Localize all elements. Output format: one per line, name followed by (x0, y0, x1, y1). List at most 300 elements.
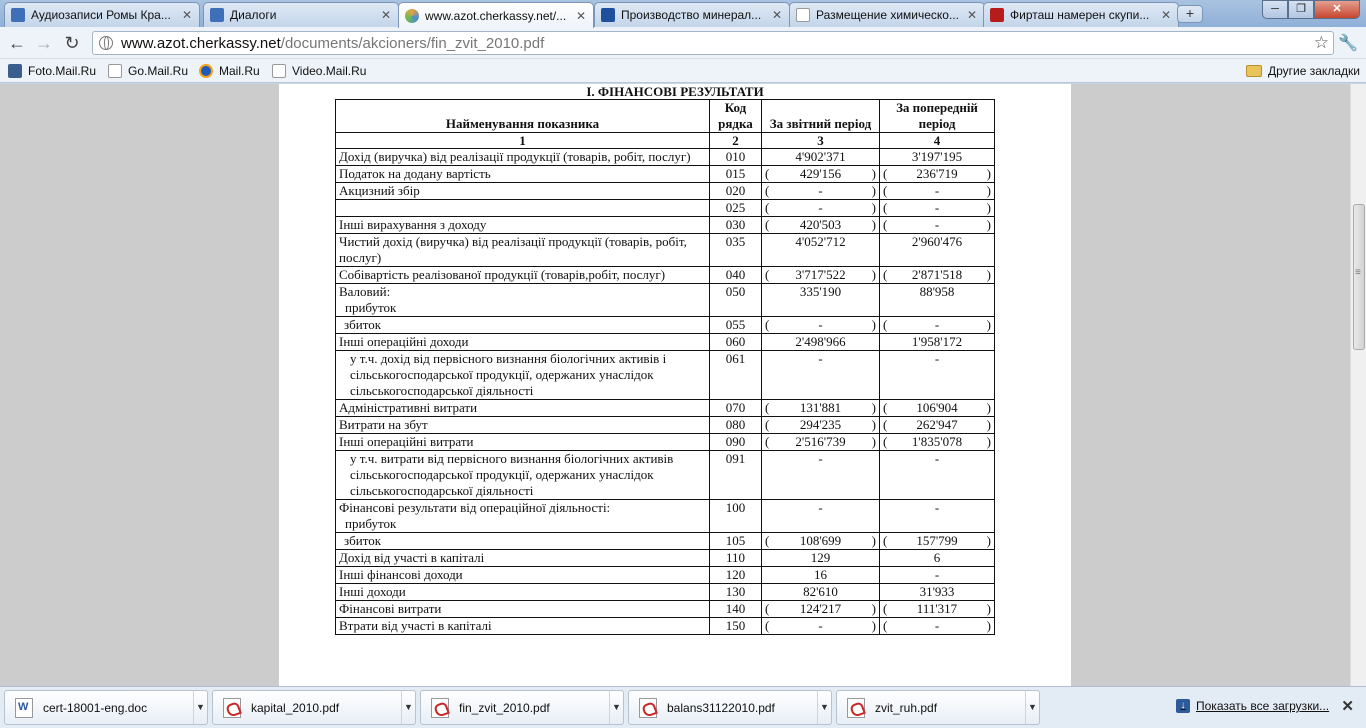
cell-value: - (818, 317, 823, 332)
open-paren: ( (883, 601, 888, 616)
download-filename: kapital_2010.pdf (251, 700, 340, 715)
other-bookmarks[interactable] (1246, 62, 1360, 80)
browser-tab[interactable] (594, 2, 790, 27)
new-tab-button[interactable]: + (1177, 5, 1203, 23)
table-row (336, 417, 995, 434)
row-code: 120 (710, 567, 762, 584)
row-code: 105 (710, 533, 762, 550)
row-code: 020 (710, 183, 762, 200)
cell-value: - (934, 183, 940, 198)
open-paren: ( (883, 400, 888, 415)
table-row (336, 149, 995, 166)
table-row (336, 234, 995, 267)
previous-period-value (880, 149, 995, 166)
browser-tab[interactable] (983, 2, 1179, 27)
globe-icon (99, 36, 113, 50)
cell-value: - (934, 500, 940, 515)
row-name-text: Інші операційні доходи (339, 334, 469, 349)
previous-period-value (880, 334, 995, 351)
open-paren: ( (883, 166, 888, 181)
row-code: 080 (710, 417, 762, 434)
chevron-down-icon[interactable]: ▼ (609, 691, 623, 724)
cell-value: 2'871'518 (911, 267, 963, 282)
row-code: 035 (710, 234, 762, 267)
close-paren: ) (871, 317, 876, 332)
row-code: 091 (710, 451, 762, 500)
address-bar[interactable] (92, 31, 1334, 55)
open-paren: ( (765, 417, 770, 432)
close-paren: ) (986, 618, 991, 633)
play-icon (11, 8, 25, 22)
column-number: 1 (336, 133, 710, 149)
tab-close-icon[interactable]: ✕ (380, 8, 392, 22)
cell-value: - (934, 351, 940, 366)
close-paren: ) (986, 317, 991, 332)
previous-period-value (880, 317, 995, 334)
close-paren: ) (871, 618, 876, 633)
bookmarks-bar (0, 59, 1366, 83)
current-period-value (762, 618, 880, 635)
close-paren: ) (871, 400, 876, 415)
row-code: 140 (710, 601, 762, 618)
cell-value: 429'156 (799, 166, 842, 181)
row-name (336, 334, 710, 351)
open-paren: ( (883, 434, 888, 449)
open-paren: ( (883, 200, 888, 215)
download-item[interactable] (420, 690, 624, 725)
close-paren: ) (986, 533, 991, 548)
chevron-down-icon[interactable]: ▼ (401, 691, 415, 724)
download-filename: cert-18001-eng.doc (43, 700, 148, 715)
cell-value: 157'799 (916, 533, 958, 548)
row-name (336, 234, 710, 267)
bookmark-label: Mail.Ru (219, 64, 260, 78)
row-name (336, 284, 710, 317)
row-code: 050 (710, 284, 762, 317)
chevron-down-icon[interactable]: ▼ (817, 691, 831, 724)
page-icon (108, 64, 122, 78)
url-path: /documents/akcioners/fin_zvit_2010.pdf (280, 34, 545, 52)
chevron-down-icon[interactable]: ▼ (1025, 691, 1039, 724)
bookmark-star-icon[interactable]: ☆ (1313, 33, 1329, 52)
bookmark-foto-mail[interactable] (8, 62, 96, 80)
close-paren: ) (871, 200, 876, 215)
open-paren: ( (883, 417, 888, 432)
current-period-value (762, 351, 880, 400)
window-close-button[interactable]: ✕ (1314, 0, 1360, 19)
cell-value: 131'881 (799, 400, 842, 415)
bookmark-video-mail[interactable] (272, 62, 366, 80)
open-paren: ( (883, 317, 888, 332)
open-paren: ( (765, 183, 770, 198)
close-paren: ) (871, 533, 876, 548)
current-period-value (762, 417, 880, 434)
close-paren: ) (871, 267, 876, 282)
row-name-text: Собівартість реалізованої продукції (товарів,робіт, послуг) (339, 267, 666, 282)
download-item[interactable] (212, 690, 416, 725)
current-period-value (762, 267, 880, 284)
table-row (336, 451, 995, 500)
previous-period-value (880, 584, 995, 601)
tab-strip (0, 0, 1366, 27)
close-paren: ) (986, 601, 991, 616)
download-item[interactable] (836, 690, 1040, 725)
vertical-scrollbar[interactable] (1350, 84, 1366, 686)
column-header-code: Код рядка (710, 100, 762, 133)
current-period-value (762, 451, 880, 500)
row-name-text: Витрати на збут (339, 417, 428, 432)
row-code: 061 (710, 351, 762, 400)
url-host: www.azot.cherkassy.net (121, 34, 281, 52)
tab-title: Размещение химическо... (816, 8, 959, 22)
ukr-site-icon (601, 8, 615, 22)
current-period-value (762, 149, 880, 166)
row-code: 070 (710, 400, 762, 417)
cell-value: - (818, 451, 823, 466)
tab-title: www.azot.cherkassy.net/... (425, 8, 567, 23)
cell-value: - (934, 451, 940, 466)
row-name-text: Інші доходи (339, 584, 406, 599)
reload-button[interactable]: ↻ (64, 33, 80, 53)
row-name-text: Адміністративні витрати (339, 400, 478, 415)
open-paren: ( (883, 183, 888, 198)
cell-value: 106'904 (916, 400, 958, 415)
row-name (336, 351, 710, 400)
row-name-text: у т.ч. дохід від первісного визнання біологічних активів і сільськогосподарської продукції, одержаних унаслідок сільськогосподарської діяльності (350, 351, 667, 398)
table-row (336, 567, 995, 584)
current-period-value (762, 500, 880, 533)
cell-value: 3'717'522 (795, 267, 846, 282)
cell-value: 108'699 (799, 533, 842, 548)
maximize-button[interactable]: ❐ (1288, 0, 1314, 19)
browser-tab[interactable] (789, 2, 985, 27)
row-name (336, 567, 710, 584)
table-row (336, 351, 995, 400)
row-name-text: у т.ч. витрати від первісного визнання біологічних активів сільськогосподарської продукції, одержаних унаслідок сільськогосподарської діяльності (350, 451, 674, 498)
back-button[interactable]: ← (8, 33, 26, 53)
row-name (336, 417, 710, 434)
row-name-text: Валовий: (339, 284, 391, 299)
column-number: 3 (762, 133, 880, 149)
table-row (336, 533, 995, 550)
tab-title: Фирташ намерен скупи... (1010, 8, 1150, 22)
pdf-file-icon (639, 698, 657, 718)
current-period-value (762, 200, 880, 217)
previous-period-value (880, 166, 995, 183)
previous-period-value (880, 200, 995, 217)
row-sub-label: прибуток (345, 300, 397, 315)
cell-value: 2'498'966 (795, 334, 846, 349)
download-filename: zvit_ruh.pdf (875, 700, 938, 715)
row-name-text: Фінансові витрати (339, 601, 442, 616)
close-paren: ) (986, 417, 991, 432)
close-paren: ) (871, 417, 876, 432)
row-name (336, 183, 710, 200)
row-name-text: Акцизний збір (339, 183, 420, 198)
open-paren: ( (765, 618, 770, 633)
cell-value: 236'719 (916, 166, 958, 181)
table-row (336, 550, 995, 567)
download-item[interactable] (4, 690, 208, 725)
page-icon (796, 8, 810, 22)
pdf-file-icon (431, 698, 449, 718)
wrench-icon[interactable]: 🔧 (1338, 35, 1358, 52)
current-period-value (762, 584, 880, 601)
open-paren: ( (765, 200, 770, 215)
row-name (336, 451, 710, 500)
forward-button[interactable]: → (35, 33, 53, 53)
previous-period-value (880, 451, 995, 500)
cell-value: 16 (814, 567, 827, 582)
previous-period-value (880, 550, 995, 567)
table-row (336, 601, 995, 618)
pdf-file-icon (847, 698, 865, 718)
row-name (336, 166, 710, 183)
row-code: 090 (710, 434, 762, 451)
row-name (336, 500, 710, 533)
previous-period-value (880, 601, 995, 618)
close-paren: ) (871, 601, 876, 616)
mailru-icon (199, 64, 213, 78)
row-name-text: Інші операційні витрати (339, 434, 474, 449)
close-paren: ) (986, 267, 991, 282)
row-code: 150 (710, 618, 762, 635)
column-number: 4 (880, 133, 995, 149)
current-period-value (762, 217, 880, 234)
tab-close-icon[interactable]: ✕ (771, 8, 783, 22)
current-period-value (762, 567, 880, 584)
previous-period-value (880, 234, 995, 267)
previous-period-value (880, 284, 995, 317)
download-item[interactable] (628, 690, 832, 725)
browser-toolbar (0, 27, 1366, 59)
cell-value: 4'052'712 (795, 234, 846, 249)
cell-value: 294'235 (799, 417, 842, 432)
row-code: 010 (710, 149, 762, 166)
close-paren: ) (986, 166, 991, 181)
bv-logo-icon (990, 8, 1004, 22)
cell-value: - (818, 500, 823, 515)
word-file-icon (15, 698, 33, 718)
current-period-value (762, 400, 880, 417)
previous-period-value (880, 567, 995, 584)
camera-icon (8, 64, 22, 78)
current-period-value (762, 533, 880, 550)
row-name (336, 317, 710, 334)
close-paren: ) (986, 200, 991, 215)
row-name (336, 149, 710, 166)
open-paren: ( (765, 601, 770, 616)
table-row (336, 434, 995, 451)
tab-close-icon[interactable]: ✕ (1160, 8, 1172, 22)
row-code: 025 (710, 200, 762, 217)
row-name-text: Інші вирахування з доходу (339, 217, 487, 232)
row-name (336, 618, 710, 635)
cell-value: - (818, 618, 823, 633)
table-row (336, 200, 995, 217)
bookmark-go-mail[interactable] (108, 62, 188, 80)
current-period-value (762, 601, 880, 618)
bookmark-mail-ru[interactable] (199, 62, 260, 80)
cell-value: 4'902'371 (795, 149, 846, 164)
table-row (336, 267, 995, 284)
close-paren: ) (871, 166, 876, 181)
cell-value: - (934, 567, 940, 582)
table-row (336, 500, 995, 533)
cell-value: 6 (933, 550, 941, 565)
cell-value: - (934, 217, 940, 232)
cell-value: - (818, 351, 823, 366)
row-name (336, 601, 710, 618)
cell-value: 2'516'739 (795, 434, 846, 449)
cell-value: 124'217 (799, 601, 842, 616)
row-name (336, 584, 710, 601)
open-paren: ( (765, 317, 770, 332)
show-all-label: Показать все загрузки... (1196, 699, 1330, 713)
current-period-value (762, 166, 880, 183)
row-name (336, 550, 710, 567)
cell-value: 420'503 (799, 217, 842, 232)
page-icon (272, 64, 286, 78)
close-paren: ) (871, 217, 876, 232)
previous-period-value (880, 400, 995, 417)
previous-period-value (880, 618, 995, 635)
previous-period-value (880, 533, 995, 550)
bookmark-label: Go.Mail.Ru (128, 64, 189, 78)
chevron-down-icon[interactable]: ▼ (193, 691, 207, 724)
previous-period-value (880, 417, 995, 434)
current-period-value (762, 334, 880, 351)
previous-period-value (880, 351, 995, 400)
open-paren: ( (883, 267, 888, 282)
close-paren: ) (871, 434, 876, 449)
column-number-row (336, 133, 995, 149)
window-controls (1262, 0, 1360, 19)
row-code: 030 (710, 217, 762, 234)
cell-value: 1'958'172 (911, 334, 963, 349)
row-name-text: збиток (344, 317, 382, 332)
row-name-text: Втрати від участі в капіталі (339, 618, 492, 633)
open-paren: ( (765, 533, 770, 548)
tab-close-icon[interactable]: ✕ (575, 8, 587, 23)
open-paren: ( (765, 217, 770, 232)
browser-tab[interactable] (398, 2, 594, 28)
previous-period-value (880, 217, 995, 234)
column-header-previous: За попередній період (880, 100, 995, 133)
pdf-file-icon (223, 698, 241, 718)
table-row (336, 334, 995, 351)
download-filename: fin_zvit_2010.pdf (459, 700, 550, 715)
table-row (336, 166, 995, 183)
cell-value: 88'958 (919, 284, 955, 299)
minimize-button[interactable]: ─ (1262, 0, 1288, 19)
tab-title: Диалоги (230, 8, 277, 22)
current-period-value (762, 284, 880, 317)
scrollbar-thumb[interactable] (1353, 204, 1365, 350)
row-code: 110 (710, 550, 762, 567)
row-name (336, 434, 710, 451)
cell-value: 111'317 (916, 601, 958, 616)
current-period-value (762, 183, 880, 200)
current-period-value (762, 550, 880, 567)
open-paren: ( (765, 166, 770, 181)
show-all-downloads-link[interactable] (1176, 699, 1329, 713)
download-icon: ↓ (1176, 699, 1190, 713)
cell-value: 129 (810, 550, 831, 565)
row-name-text: Чистий дохід (виручка) від реалізації продукції (товарів, робіт, послуг) (339, 234, 687, 265)
bookmark-label: Foto.Mail.Ru (28, 64, 97, 78)
table-header-row (336, 100, 995, 133)
tab-title: Аудиозаписи Ромы Кра... (31, 8, 171, 22)
close-paren: ) (986, 217, 991, 232)
downloads-close-button[interactable]: ✕ (1341, 698, 1354, 715)
row-name-text: Дохід від участі в капіталі (339, 550, 485, 565)
cell-value: - (934, 200, 940, 215)
vk-chat-icon (210, 8, 224, 22)
table-row (336, 317, 995, 334)
table-row (336, 584, 995, 601)
browser-tab[interactable] (203, 2, 399, 27)
cell-value: - (818, 183, 823, 198)
close-paren: ) (871, 183, 876, 198)
close-paren: ) (986, 434, 991, 449)
financial-results-table (335, 99, 995, 635)
row-name (336, 200, 710, 217)
current-period-value (762, 234, 880, 267)
row-name-text: Фінансові результати від операційної діяльності: (339, 500, 611, 515)
open-paren: ( (765, 267, 770, 282)
table-row (336, 618, 995, 635)
current-period-value (762, 317, 880, 334)
tab-close-icon[interactable]: ✕ (181, 8, 193, 22)
close-paren: ) (986, 400, 991, 415)
row-sub-label: прибуток (345, 516, 397, 531)
folder-icon (1246, 65, 1262, 77)
pdf-viewer (0, 84, 1366, 686)
row-code: 015 (710, 166, 762, 183)
row-code: 055 (710, 317, 762, 334)
open-paren: ( (765, 400, 770, 415)
row-name (336, 533, 710, 550)
cell-value: 262'947 (916, 417, 958, 432)
cell-value: 3'197'195 (911, 149, 963, 164)
download-filename: balans31122010.pdf (667, 700, 775, 715)
column-header-name: Найменування показника (336, 100, 710, 133)
tab-close-icon[interactable]: ✕ (966, 8, 978, 22)
table-row (336, 400, 995, 417)
row-name-text: Податок на додану вартість (339, 166, 491, 181)
row-name-text: Інші фінансові доходи (339, 567, 463, 582)
cell-value: - (934, 618, 940, 633)
tab-title: Производство минерал... (621, 8, 762, 22)
column-number: 2 (710, 133, 762, 149)
loading-icon (405, 9, 419, 23)
open-paren: ( (883, 217, 888, 232)
cell-value: 2'960'476 (911, 234, 963, 249)
cell-value: - (818, 200, 823, 215)
browser-tab[interactable] (4, 2, 200, 27)
cell-value: 1'835'078 (911, 434, 963, 449)
open-paren: ( (883, 618, 888, 633)
row-code: 060 (710, 334, 762, 351)
cell-value: 335'190 (799, 284, 842, 299)
row-name-text: збиток (344, 533, 382, 548)
other-bookmarks-label: Другие закладки (1268, 64, 1360, 78)
table-row (336, 183, 995, 200)
cell-value: - (934, 317, 940, 332)
previous-period-value (880, 434, 995, 451)
cell-value: 31'933 (919, 584, 955, 599)
